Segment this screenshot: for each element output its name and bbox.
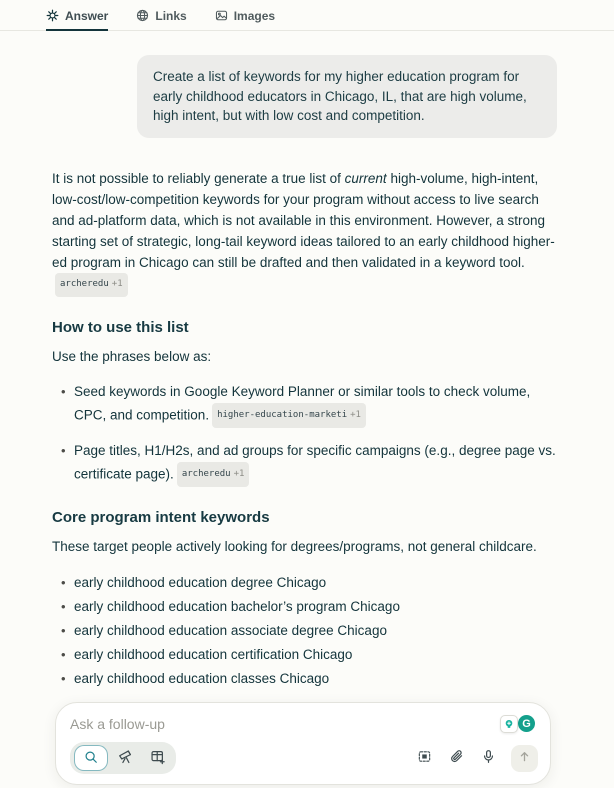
follow-up-composer[interactable]: [55, 702, 551, 785]
citation-chip[interactable]: [55, 273, 128, 297]
citation-more-count: +1: [350, 410, 361, 420]
answer-intro-paragraph: [52, 168, 557, 297]
list-item: [52, 440, 557, 487]
list-item: • early childhood education bachelor’s program Chicago: [52, 595, 557, 618]
section-heading-how-to: How to use this list: [52, 318, 189, 336]
follow-up-input[interactable]: [70, 716, 500, 732]
tab-images[interactable]: [215, 0, 275, 31]
composer-actions: [410, 745, 538, 772]
tab-links[interactable]: [136, 0, 186, 31]
tab-images-label: Images: [233, 8, 276, 23]
telescope-icon: [118, 749, 133, 767]
core-keywords-lead: These target people actively looking for degrees/programs, not general childcare.: [52, 538, 537, 554]
user-question-bubble: Create a list of keywords for my higher education program for early childhood educators in Chicago, IL, that are high volume, high intent, but with low cost and competition.: [137, 55, 557, 138]
citation-source: archeredu: [181, 469, 231, 479]
browser-extension-badges: [500, 714, 536, 733]
citation-more-count: +1: [233, 469, 245, 479]
answer-tabbar: [0, 0, 614, 31]
citation-source: archeredu: [60, 279, 109, 289]
search-mode-button[interactable]: [74, 745, 108, 771]
lightbulb-extension-icon[interactable]: [500, 715, 518, 733]
section-heading-core-keywords: Core program intent keywords: [52, 508, 270, 526]
core-keywords-list: [52, 571, 557, 690]
screenshot-button[interactable]: [410, 745, 438, 771]
list-item: • early childhood education certification Chicago: [52, 643, 557, 666]
tab-answer-label: Answer: [65, 8, 109, 23]
tab-links-label: Links: [155, 8, 187, 23]
how-to-list: [52, 381, 557, 487]
list-item: • early childhood education associate degree Chicago: [52, 619, 557, 642]
screenshot-icon: [417, 749, 432, 767]
list-item: • early childhood education classes Chicago: [52, 667, 557, 690]
intro-italic-word: current: [344, 170, 387, 186]
grid-plus-icon: [150, 749, 165, 767]
list-item: • early childhood education degree Chicago: [52, 571, 557, 594]
list-item: [52, 381, 557, 428]
grammarly-extension-icon[interactable]: G: [517, 714, 536, 733]
search-icon: [84, 750, 98, 767]
citation-chip[interactable]: [177, 462, 250, 487]
search-mode-pill: [70, 742, 176, 774]
arrow-up-icon: [518, 750, 531, 766]
attach-file-button[interactable]: [442, 745, 470, 771]
list-item-text: Page titles, H1/H2s, and ad groups for specific campaigns (e.g., degree page vs. certificate page).: [74, 442, 556, 481]
answer-thread: [0, 31, 614, 788]
intro-text-2: high-volume, high-intent, low-cost/low-competition keywords for your program without access to live search and ad-platform data, which is not available in this environment. However, a strong starting set of strategic, long-tail keyword ideas tailored to an early childhood higher-ed program in Chicago can still be drafted and then validated in a keyword tool.: [52, 170, 555, 270]
citation-source: higher-education-marketi: [217, 410, 348, 420]
citation-chip[interactable]: [212, 403, 366, 428]
globe-icon: [136, 9, 149, 22]
intro-text-1: It is not possible to reliably generate a true list of: [52, 170, 345, 186]
microphone-icon: [481, 749, 496, 767]
submit-button[interactable]: [511, 745, 538, 772]
images-icon: [215, 9, 228, 22]
list-item-text: Seed keywords in Google Keyword Planner or similar tools to check volume, CPC, and competition.: [74, 383, 531, 422]
how-to-lead: Use the phrases below as:: [52, 348, 212, 364]
labs-mode-button[interactable]: [142, 746, 172, 770]
citation-more-count: +1: [111, 279, 123, 289]
answer-sparkle-icon: [46, 9, 59, 22]
paperclip-icon: [449, 749, 464, 767]
tab-answer[interactable]: [46, 0, 108, 31]
research-mode-button[interactable]: [110, 746, 140, 770]
voice-input-button[interactable]: [474, 745, 502, 771]
